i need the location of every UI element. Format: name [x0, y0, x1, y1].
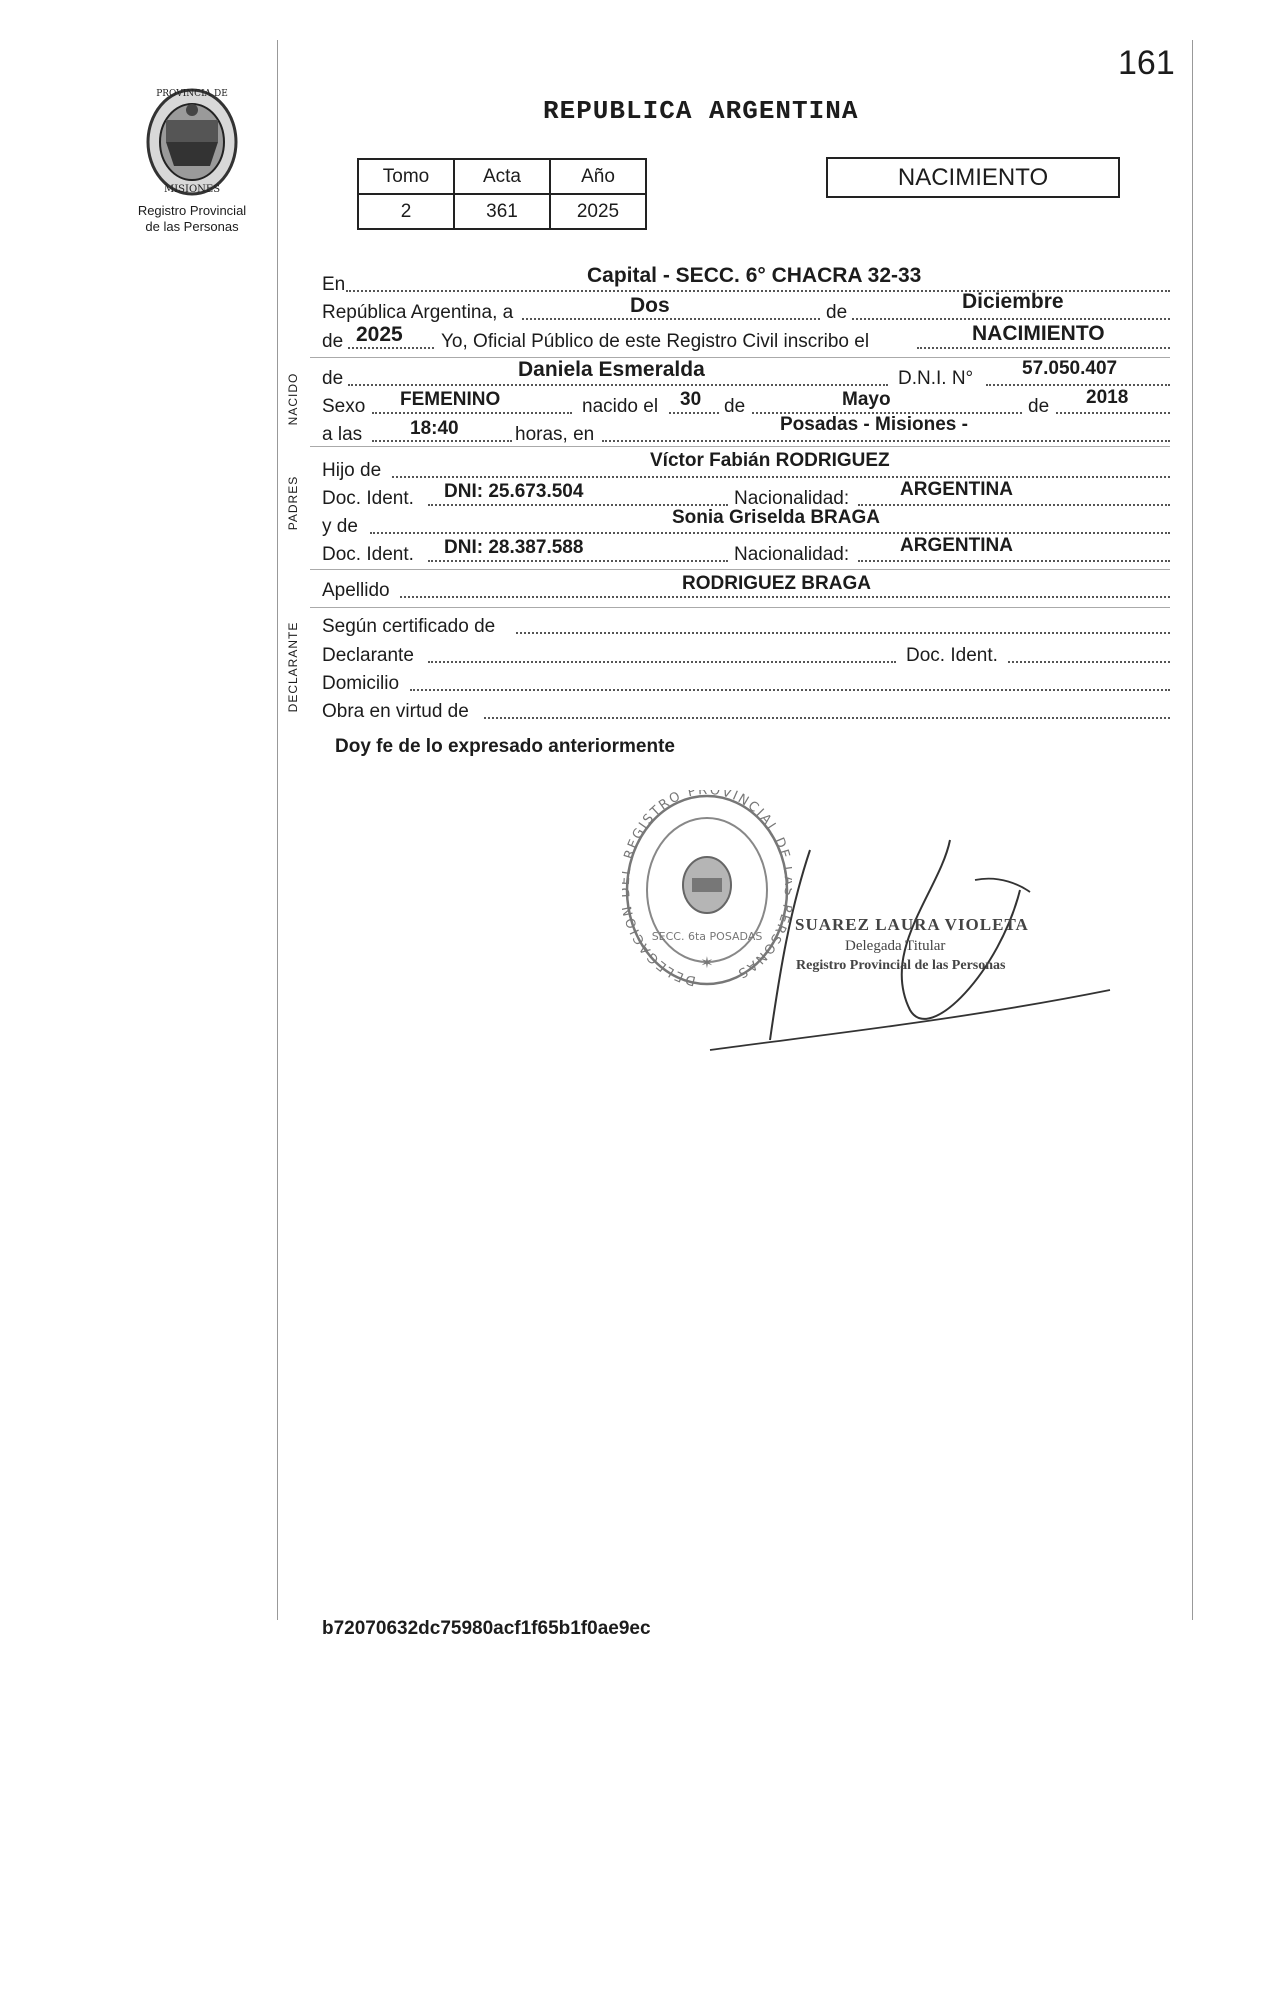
act-type-box — [826, 157, 1120, 198]
dots-dni — [986, 384, 1170, 386]
margin-line-left — [277, 40, 278, 1620]
label-de-2: de — [322, 331, 344, 352]
dots-doc-madre — [428, 560, 728, 562]
value-birth-day: 30 — [680, 389, 702, 410]
label-domicilio: Domicilio — [322, 673, 400, 694]
dots-nac-padre — [858, 504, 1170, 506]
label-nacido-el: nacido el — [582, 396, 659, 417]
act-type: NACIMIENTO — [897, 164, 1049, 191]
label-doc-declarante: Doc. Ident. — [906, 645, 998, 666]
label-certificado: Según certificado de — [322, 616, 496, 637]
dots-hora — [372, 440, 512, 442]
header-acta: Acta — [454, 159, 550, 194]
label-inscribo: Yo, Oficial Público de este Registro Civil inscribo el — [441, 331, 870, 352]
dots-apellido — [400, 596, 1170, 598]
label-horas-en: horas, en — [515, 424, 595, 445]
header-tomo: Tomo — [358, 159, 454, 194]
value-tomo: 2 — [358, 194, 454, 229]
label-dni: D.N.I. N° — [898, 368, 974, 389]
value-anio: 2025 — [550, 194, 646, 229]
value-sexo: FEMENINO — [400, 389, 501, 410]
logo-caption-2: de las Personas — [145, 219, 239, 234]
label-hijo-de: Hijo de — [322, 460, 382, 481]
side-label-nacido: NACIDO — [286, 372, 300, 426]
margin-line-right — [1192, 40, 1193, 1620]
separator-apellido — [310, 569, 1170, 570]
value-year: 2025 — [356, 323, 403, 346]
signature-office: Registro Provincial de las Personas — [796, 958, 1006, 973]
label-de-1: de — [826, 302, 848, 323]
value-apellido: RODRIGUEZ BRAGA — [682, 573, 871, 594]
svg-text:PROVINCIA DE: PROVINCIA DE — [156, 89, 228, 99]
value-dni: 57.050.407 — [1022, 358, 1118, 379]
label-republica: República Argentina, a — [322, 302, 514, 323]
dots-row3a — [348, 347, 434, 349]
label-a-las: a las — [322, 424, 363, 445]
value-month: Diciembre — [962, 290, 1064, 313]
separator-padres — [310, 446, 1170, 447]
dots-declarante — [428, 661, 896, 663]
value-nac-madre: ARGENTINA — [900, 535, 1013, 556]
label-nac-padre: Nacionalidad: — [734, 488, 850, 509]
value-birth-year: 2018 — [1086, 387, 1129, 408]
label-nac-madre: Nacionalidad: — [734, 544, 850, 565]
label-doc-madre: Doc. Ident. — [322, 544, 414, 565]
dots-lugar — [602, 440, 1170, 442]
value-padre: Víctor Fabián RODRIGUEZ — [650, 450, 890, 471]
value-acta: 361 — [454, 194, 550, 229]
label-doc-padre: Doc. Ident. — [322, 488, 414, 509]
page-number: 161 — [1118, 44, 1175, 82]
label-obra: Obra en virtud de — [322, 701, 469, 722]
dots-doc-declarante — [1008, 661, 1170, 663]
dots-row3b — [917, 347, 1170, 349]
label-sexo: Sexo — [322, 396, 366, 417]
signature-role: Delegada Titular — [845, 938, 946, 954]
value-day: Dos — [630, 294, 670, 317]
dots-certificado — [516, 632, 1170, 634]
svg-text:MISIONES: MISIONES — [163, 184, 221, 195]
value-birth-month: Mayo — [842, 389, 891, 410]
stamp-inner-text: SECC. 6ta POSADAS — [651, 930, 763, 943]
dots-day — [669, 412, 719, 414]
value-doc-padre: DNI: 25.673.504 — [444, 481, 584, 502]
value-lugar: Posadas - Misiones - — [780, 414, 968, 435]
dots-row2b — [852, 318, 1170, 320]
label-de-month: de — [724, 396, 746, 417]
dots-padre — [392, 476, 1170, 478]
value-act: NACIMIENTO — [972, 322, 1105, 345]
value-madre: Sonia Griselda BRAGA — [672, 507, 880, 528]
dots-row2a — [522, 318, 820, 320]
document-title: REPUBLICA ARGENTINA — [543, 96, 859, 126]
side-label-declarante: DECLARANTE — [286, 621, 300, 713]
dots-obra — [484, 717, 1170, 719]
side-label-padres: PADRES — [286, 475, 300, 531]
registry-table — [357, 158, 647, 230]
document-hash: b72070632dc75980acf1f65b1f0ae9ec — [322, 1618, 651, 1639]
value-nac-padre: ARGENTINA — [900, 479, 1013, 500]
dots-madre — [370, 532, 1170, 534]
label-y-de: y de — [322, 516, 358, 537]
dots-name — [348, 384, 888, 386]
closing-statement: Doy fe de lo expresado anteriormente — [335, 736, 675, 757]
stamp-ring-text: DELEGACIO REGISTRO PROVINCIAL DE ERSONAS — [622, 790, 792, 989]
dots-nac-madre — [858, 560, 1170, 562]
value-hora: 18:40 — [410, 418, 459, 439]
separator-declarante — [310, 607, 1170, 608]
label-de-nacido: de — [322, 368, 344, 389]
header-anio: Año — [550, 159, 646, 194]
logo-caption-1: Registro Provincial — [137, 203, 247, 218]
signature-name: SUAREZ LAURA VIOLETA — [795, 915, 1029, 934]
label-apellido: Apellido — [322, 580, 390, 601]
value-name: Daniela Esmeralda — [518, 358, 705, 381]
label-de-year: de — [1028, 396, 1050, 417]
label-declarante: Declarante — [322, 645, 414, 666]
province-logo — [132, 80, 252, 200]
dots-doc-padre — [428, 504, 728, 506]
value-doc-madre: DNI: 28.387.588 — [444, 537, 584, 558]
dots-year — [1056, 412, 1170, 414]
value-place: Capital - SECC. 6° CHACRA 32-33 — [587, 264, 922, 287]
label-en: En — [322, 274, 346, 295]
svg-text:✶: ✶ — [700, 953, 714, 972]
dots-domicilio — [410, 689, 1170, 691]
dots-sexo — [372, 412, 572, 414]
